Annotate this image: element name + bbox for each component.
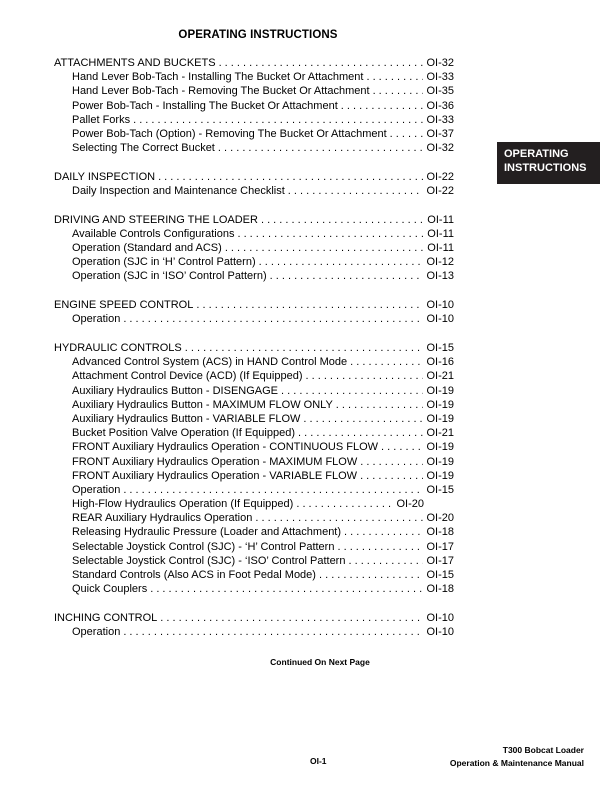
toc-page-number: OI-19	[426, 398, 454, 411]
footer-manual: Operation & Maintenance Manual	[449, 757, 584, 768]
toc-page-number: OI-10	[426, 313, 454, 326]
toc-entry-label: Power Bob-Tach (Option) - Removing The Bucket Or Attachment	[72, 127, 387, 140]
toc-page-number: OI-18	[426, 583, 454, 596]
dot-leader	[296, 497, 393, 511]
dot-leader	[281, 384, 423, 398]
toc-entry	[54, 312, 454, 326]
toc-entry-label: Operation (Standard and ACS)	[72, 242, 222, 255]
dot-leader	[344, 525, 423, 539]
toc-entry-label: FRONT Auxiliary Hydraulics Operation - VARIABLE FLOW	[72, 469, 358, 482]
toc-section-heading	[54, 611, 454, 625]
toc-entry-label: Hand Lever Bob-Tach - Installing The Bucket Or Attachment	[72, 71, 364, 84]
toc-page-number: OI-15	[426, 483, 454, 496]
toc-section	[54, 298, 454, 326]
toc-page-number: OI-32	[426, 57, 454, 69]
dot-leader	[288, 184, 424, 198]
toc-page-number: OI-19	[426, 384, 454, 397]
toc-entry-label: REAR Auxiliary Hydraulics Operation	[72, 512, 253, 525]
toc-entry-label: Operation	[72, 483, 121, 496]
toc-page-number: OI-21	[426, 370, 454, 383]
toc-entry-label: Daily Inspection and Maintenance Checklist	[72, 185, 285, 197]
toc-entry-label: Bucket Position Valve Operation (If Equipped)	[72, 427, 295, 440]
toc-entry-label: Available Controls Configurations	[72, 227, 235, 240]
toc-entry-label: Auxiliary Hydraulics Button - VARIABLE FLOW	[72, 412, 301, 425]
toc-entry-label: Standard Controls (Also ACS in Foot Pedal Mode)	[72, 569, 316, 581]
dot-leader	[373, 84, 424, 98]
toc-entry-label: Hand Lever Bob-Tach - Removing The Bucket Or Attachment	[72, 85, 370, 98]
toc-section-heading	[54, 298, 454, 312]
dot-leader	[123, 625, 423, 639]
toc-section-title: HYDRAULIC CONTROLS	[54, 342, 182, 354]
toc-page-number: OI-17	[426, 540, 454, 553]
toc-entry	[54, 426, 454, 440]
dot-leader	[185, 341, 424, 355]
toc-page-number: OI-22	[426, 170, 454, 183]
dot-leader	[366, 70, 423, 84]
toc-entry	[54, 469, 454, 483]
toc-entry-label: Selecting The Correct Bucket	[72, 142, 215, 155]
footer-page-number: OI-1	[310, 756, 327, 766]
toc-entry	[54, 568, 454, 582]
dot-leader	[218, 141, 424, 155]
toc-entry-label: High-Flow Hydraulics Operation (If Equipped)	[72, 498, 294, 511]
toc-page-number: OI-19	[426, 441, 454, 454]
dot-leader	[341, 99, 424, 113]
toc-entry-label: FRONT Auxiliary Hydraulics Operation - MAXIMUM FLOW	[72, 455, 358, 468]
toc-page-number: OI-19	[426, 469, 454, 482]
toc-page-number: OI-19	[426, 455, 454, 468]
dot-leader	[270, 269, 424, 283]
toc-entry	[54, 554, 454, 568]
dot-leader	[319, 568, 424, 582]
toc-entry	[54, 497, 424, 511]
dot-leader	[123, 312, 423, 326]
toc-entry-label: Auxiliary Hydraulics Button - DISENGAGE	[72, 384, 279, 397]
toc-entry	[54, 625, 454, 639]
dot-leader	[336, 398, 424, 412]
dot-leader	[196, 298, 423, 312]
dot-leader	[348, 554, 423, 568]
toc-section-title: DAILY INSPECTION	[54, 170, 156, 183]
toc-page-number: OI-11	[427, 242, 454, 255]
toc-page-number: OI-11	[427, 227, 454, 240]
toc-page-number: OI-37	[426, 127, 454, 140]
dot-leader	[381, 440, 423, 454]
toc-entry	[54, 483, 454, 497]
toc-page-number: OI-36	[426, 99, 454, 112]
toc-section	[54, 170, 454, 198]
toc-page-number: OI-21	[426, 427, 454, 440]
dot-leader	[390, 127, 424, 141]
toc-page-number: OI-17	[426, 554, 454, 567]
dot-leader	[337, 540, 423, 554]
toc-entry-label: Quick Couplers	[72, 583, 148, 596]
toc-page-number: OI-18	[426, 526, 454, 539]
toc-entry	[54, 440, 454, 454]
dot-leader	[158, 170, 423, 184]
toc-section	[54, 213, 454, 284]
dot-leader	[255, 511, 423, 525]
toc-entry	[54, 70, 454, 84]
dot-leader	[360, 469, 423, 483]
toc-entry-label: Operation (SJC in ‘H’ Control Pattern)	[72, 256, 256, 269]
toc-entry-label: FRONT Auxiliary Hydraulics Operation - CONTINUOUS FLOW	[72, 441, 379, 454]
section-tab-line-2: INSTRUCTIONS	[504, 161, 587, 174]
toc-entry	[54, 540, 454, 554]
toc-section-heading	[54, 56, 454, 70]
toc-entry-label: Attachment Control Device (ACD) (If Equipped)	[72, 370, 303, 383]
footer-manual-title	[450, 744, 584, 769]
toc-section	[54, 611, 454, 639]
toc-entry	[54, 355, 454, 369]
page-title: OPERATING INSTRUCTIONS	[178, 29, 338, 41]
toc-page-number: OI-22	[426, 185, 454, 197]
toc-page-number: OI-35	[426, 85, 454, 98]
toc-section-heading	[54, 213, 454, 227]
toc-page-number: OI-33	[426, 113, 454, 126]
dot-leader	[261, 213, 424, 227]
toc-page-number: OI-20	[396, 498, 424, 511]
toc-entry-label: Advanced Control System (ACS) in HAND Control Mode	[72, 356, 348, 369]
toc-entry	[54, 384, 454, 398]
section-tab	[497, 142, 600, 184]
toc-page-number: OI-10	[426, 626, 454, 639]
toc-entry	[54, 269, 454, 283]
toc-page-number: OI-32	[426, 142, 454, 155]
toc-entry-label: Selectable Joystick Control (SJC) - ‘ISO’ Control Pattern	[72, 554, 346, 567]
section-tab-line-1: OPERATING	[504, 148, 569, 160]
toc-entry	[54, 141, 454, 155]
toc-entry	[54, 525, 454, 539]
toc-entry	[54, 241, 454, 255]
toc-entry	[54, 582, 454, 596]
toc-section-heading	[54, 341, 454, 355]
toc-page-number: OI-33	[426, 71, 454, 84]
toc-section-title: INCHING CONTROL	[54, 611, 158, 624]
toc-entry-label: Selectable Joystick Control (SJC) - ‘H’ Control Pattern	[72, 540, 335, 553]
toc-page-number: OI-16	[426, 356, 454, 369]
dot-leader	[305, 369, 423, 383]
dot-leader	[259, 255, 424, 269]
footer-model: T300 Bobcat Loader	[502, 745, 584, 755]
toc-entry-label: Pallet Forks	[72, 113, 131, 126]
toc-page-number: OI-11	[427, 213, 454, 226]
toc-page-number: OI-19	[426, 412, 454, 425]
dot-leader	[360, 455, 423, 469]
dot-leader	[298, 426, 424, 440]
toc-page-number: OI-10	[426, 611, 454, 624]
toc-entry-label: Operation	[72, 313, 121, 326]
toc-section-title: ATTACHMENTS AND BUCKETS	[54, 57, 216, 69]
toc-entry	[54, 369, 454, 383]
toc-entry	[54, 84, 454, 98]
dot-leader	[303, 412, 423, 426]
toc-entry	[54, 511, 454, 525]
toc-entry-label: Power Bob-Tach - Installing The Bucket Or Attachment	[72, 99, 338, 112]
toc-entry-label: Auxiliary Hydraulics Button - MAXIMUM FLOW ONLY	[72, 398, 333, 411]
toc-entry	[54, 412, 454, 426]
dot-leader	[350, 355, 423, 369]
dot-leader	[160, 611, 423, 625]
toc-page-number: OI-15	[426, 342, 454, 354]
toc-entry	[54, 227, 454, 241]
dot-leader	[150, 582, 423, 596]
toc-entry	[54, 99, 454, 113]
toc-section-title: DRIVING AND STEERING THE LOADER	[54, 213, 258, 226]
toc-section-heading	[54, 170, 454, 184]
toc-entry-label: Operation (SJC in ‘ISO’ Control Pattern)	[72, 270, 267, 283]
toc-page-number: OI-12	[426, 256, 454, 269]
toc-entry	[54, 184, 454, 198]
toc-page-number: OI-10	[426, 299, 454, 312]
toc-page-number: OI-13	[426, 270, 454, 283]
toc-page-number: OI-20	[426, 512, 454, 525]
dot-leader	[225, 241, 424, 255]
toc-entry	[54, 127, 454, 141]
toc-section	[54, 56, 454, 155]
toc-entry-label: Operation	[72, 626, 121, 639]
toc-section-title: ENGINE SPEED CONTROL	[54, 299, 194, 312]
dot-leader	[237, 227, 424, 241]
toc-entry-label: Releasing Hydraulic Pressure (Loader and Attachment)	[72, 526, 342, 539]
toc-entry	[54, 455, 454, 469]
dot-leader	[219, 56, 424, 70]
toc-entry	[54, 255, 454, 269]
dot-leader	[123, 483, 423, 497]
dot-leader	[133, 113, 423, 127]
toc-entry	[54, 113, 454, 127]
toc-section	[54, 341, 454, 596]
toc-page-number: OI-15	[426, 569, 454, 581]
table-of-contents	[54, 56, 454, 654]
continued-note: Continued On Next Page	[270, 657, 370, 667]
toc-entry	[54, 398, 454, 412]
